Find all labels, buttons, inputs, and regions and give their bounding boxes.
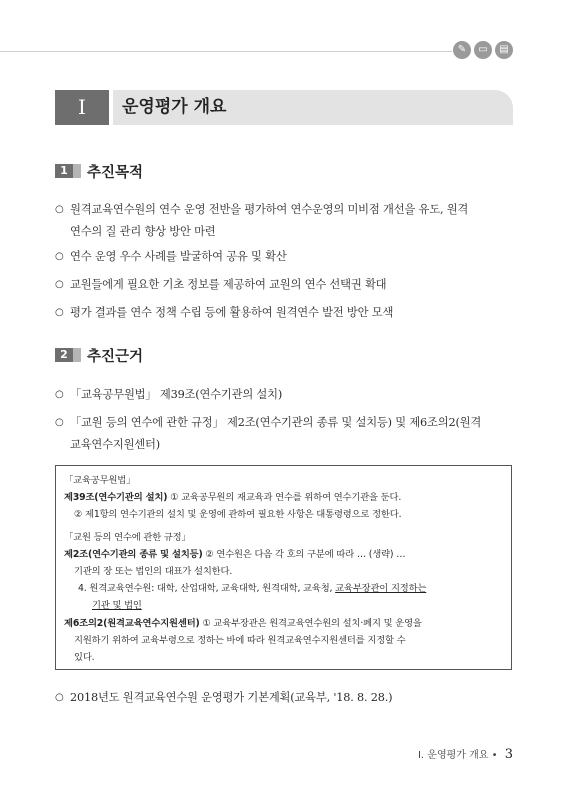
book-icon: ▤ (495, 41, 513, 59)
list-item-line: 연수 운영 우수 사례를 발굴하여 공유 및 확산 (70, 250, 287, 263)
bullet: ○ (55, 417, 64, 428)
section-badge-tab (73, 348, 81, 362)
reference-item (55, 687, 515, 709)
bullet: ○ (55, 692, 64, 703)
list-item-line: 원격교육연수원의 연수 운영 전반을 평가하여 연수운영의 미비점 개선을 유도, 원격 (70, 203, 469, 216)
list-item-line: 「교육공무원법」 제39조(연수기관의 설치) (70, 388, 283, 401)
article-text (64, 580, 503, 597)
reference-text: 2018년도 원격교육연수원 운영평가 기본계획(교육부, '18. 8. 28.) (70, 691, 393, 704)
article-text-underlined: 기관 및 법인 (92, 600, 142, 612)
footer-separator: • (491, 750, 498, 761)
section-title: 추진근거 (87, 348, 144, 365)
article-text: ② 연수원은 다음 각 호의 구분에 따라 … (생략) … (202, 548, 406, 560)
chapter-header (55, 90, 513, 125)
section-number: 1 (55, 164, 73, 178)
article-text: 있다. (74, 652, 95, 664)
chapter-number: I (55, 90, 109, 125)
list-item-line: 「교원 등의 연수에 관한 규정」 제2조(연수기관의 종류 및 설치등) 및 제6조의2(원격 (70, 416, 482, 429)
law-title: 「교원 등의 연수에 관한 규정」 (64, 531, 191, 543)
article-heading: 제6조의2(원격교육연수지원센터) (64, 617, 200, 629)
bullet: ○ (55, 307, 64, 318)
list-item-line: 연수의 질 관리 향상 방안 마련 (70, 225, 216, 238)
list-item (55, 302, 515, 324)
article-text-underlined: 교육부장관이 지정하는 (335, 583, 427, 595)
section-badge-tab (73, 164, 81, 178)
law-title: 「교육공무원법」 (64, 475, 136, 486)
list-item (55, 384, 515, 406)
article-heading: 제2조(연수기관의 종류 및 설치등) (64, 548, 203, 560)
bullet: ○ (55, 389, 64, 400)
section-heading-1 (55, 160, 143, 182)
bullet: ○ (55, 204, 64, 215)
article-text: 기관의 장 또는 법인의 대표가 설치한다. (74, 566, 233, 578)
article-text: ① 교육부장관은 원격교육연수원의 설치·폐지 및 운영을 (199, 617, 422, 629)
list-item (55, 199, 515, 243)
page-footer (418, 746, 513, 762)
pencil-icon: ✎ (453, 41, 471, 59)
law-article (64, 615, 503, 632)
article-text: 지원하기 위하여 교육부령으로 정하는 바에 따라 원격교육연수지원센터를 지정할 수 (74, 634, 406, 646)
article-text-part: 4. 원격교육연수원: 대학, 산업대학, 교육대학, 원격대학, 교육청, (78, 583, 336, 595)
law-article (64, 489, 503, 506)
section-heading-2 (55, 344, 143, 366)
footer-label: Ⅰ. 운영평가 개요 (417, 750, 489, 761)
chapter-title: 운영평가 개요 (122, 97, 227, 117)
section-title: 추진목적 (87, 164, 144, 181)
article-text (64, 597, 503, 614)
header-rule (0, 51, 452, 52)
article-text: ① 교육공무원의 재교육과 연수를 위하여 연수기관을 둔다. (167, 492, 402, 504)
list-item-line: 교원들에게 필요한 기초 정보를 제공하여 교원의 연수 선택권 확대 (70, 278, 387, 291)
article-heading: 제39조(연수기관의 설치) (64, 492, 168, 504)
law-article (64, 546, 503, 563)
header-icons (453, 41, 513, 59)
monitor-icon: ▭ (474, 41, 492, 59)
list-item (55, 246, 515, 268)
page-number: 3 (504, 747, 513, 762)
bullet: ○ (55, 251, 64, 262)
bullet: ○ (55, 279, 64, 290)
list-item-line: 평가 결과를 연수 정책 수립 등에 활용하여 원격연수 발전 방안 모색 (70, 306, 394, 319)
article-text: ② 제1항의 연수기관의 설치 및 운영에 관하여 필요한 사항은 대통령령으로 정한다. (74, 509, 402, 521)
list-item-line: 교육연수지원센터) (70, 438, 160, 451)
section-number: 2 (55, 348, 73, 362)
list-item (55, 412, 515, 456)
list-item (55, 274, 515, 296)
law-excerpt-box (55, 465, 512, 670)
